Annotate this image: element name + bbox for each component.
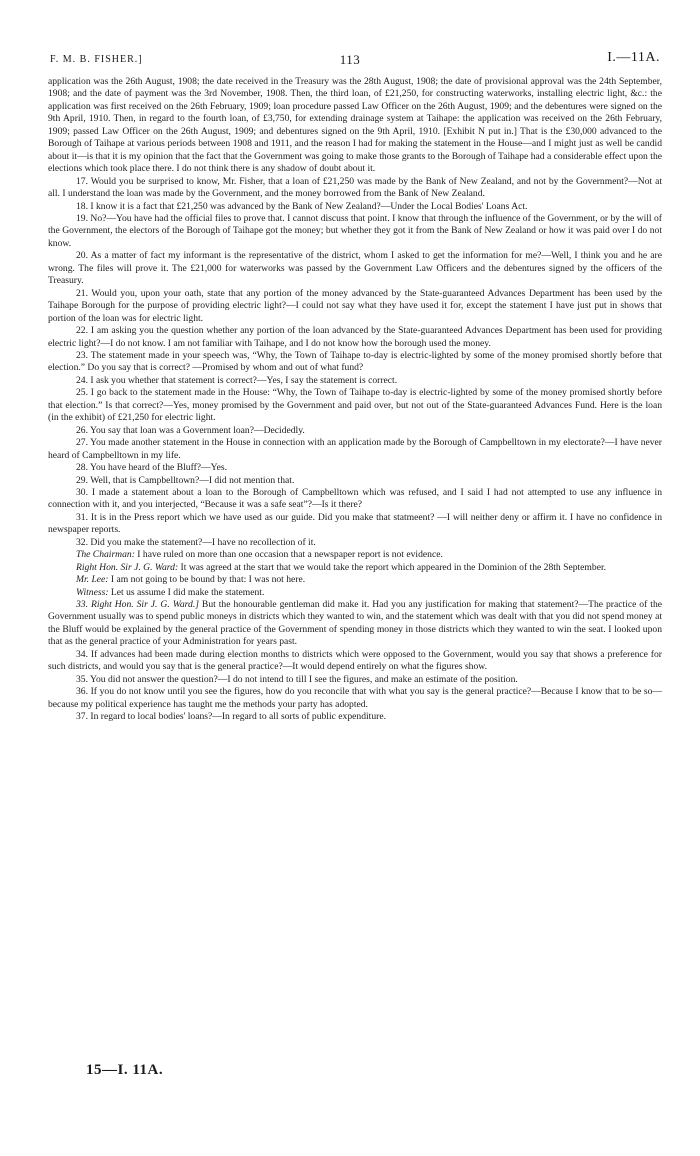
paragraph: 25. I go back to the statement made in the House: “Why, the Town of Taihape to-day is electric-lighted by some of the money promised shortly before that election.” Is that correct?—Yes, money promised by the Government and paid over, but not out of the State-guaranteed Advances Fund. Here is the loan (in the exhibit) of £21,250 for electric light. [48, 387, 662, 424]
paragraph: Mr. Lee: I am not going to be bound by that: I was not here. [76, 574, 306, 586]
paragraph: 29. Well, that is Campbelltown?—I did not mention that. [76, 474, 295, 486]
paragraph: 31. It is in the Press report which we have used as our guide. Did you make that statmeent? —I will neither deny or affirm it. I have no confidence in newspaper reports. [48, 511, 662, 536]
document-body [48, 76, 662, 724]
paragraph: 19. No?—You have had the official files to prove that. I cannot discuss that point. I know that through the influence of the Government, or by the will of the Government, the electors of the Borough of Taihape got the money; but whether they got it from the Bank of New Zealand or how it was paid over I do not know. [48, 212, 662, 249]
paragraph: 23. The statement made in your speech was, “Why, the Town of Taihape to-day is electric-lighted by some of the money promised shortly before that election.” Do you say that is correct? —Promised by whom and out of what fund? [48, 349, 662, 374]
paragraph: 37. In regard to local bodies' loans?—In regard to all sorts of public expenditure. [76, 711, 386, 723]
paragraph: 20. As a matter of fact my informant is the representative of the district, whom I asked to get the information for me?—Well, I think you and he are wrong. The files will prove it. The £21,000 for waterworks was passed by the Government Law Officers and the debentures signed by the officers of the Treasury. [48, 250, 662, 287]
paragraph: 34. If advances had been made during election months to districts which were opposed to the Government, would you say that shows a preference for such districts, and would you say that is the general practice?—It would depend entirely on what the figures show. [48, 648, 662, 673]
paragraph: 36. If you do not know until you see the figures, how do you reconcile that with what you say is the general practice?—Because I know that to be so—because my political experience has taught me the methods your party has adopted. [48, 686, 662, 710]
speaker-label: Mr. Lee: [76, 574, 109, 586]
footer-signature: 15—I. 11A. [86, 1062, 164, 1078]
paragraph: 28. You have heard of the Bluff?—Yes. [76, 462, 228, 474]
paragraph: 17. Would you be surprised to know, Mr. Fisher, that a loan of £21,250 was made by the Bank of New Zealand, and not by the Government?—Not at all. I understand the loan was made by the Government, and the money borrowed from the Bank of New Zealand. [48, 175, 662, 200]
paragraph: 21. Would you, upon your oath, state that any portion of the money advanced by the State-guaranteed Advances Department has been used by the Taihape Borough for the purpose of providing electric light?—I could not say what they have used it for, except the statement I have just put in shows that portion of the loan was for electric light. [48, 287, 662, 324]
paragraph: 32. Did you make the statement?—I have no recollection of it. [76, 536, 316, 548]
paragraph: 35. You did not answer the question?—I do not intend to till I see the figures, and make an estimate of the position. [76, 673, 518, 685]
speaker-label: 33. Right Hon. Sir J. G. Ward.] [76, 599, 199, 611]
paragraph: The Chairman: I have ruled on more than one occasion that a newspaper report is not evidence. [76, 549, 443, 561]
speaker-label: Right Hon. Sir J. G. Ward: [76, 561, 179, 573]
header-paper-reference: I.—11A. [607, 50, 660, 65]
paragraph: 18. I know it is a fact that £21,250 was advanced by the Bank of New Zealand?—Under the Local Bodies' Loans Act. [76, 200, 528, 212]
paragraph: 24. I ask you whether that statement is correct?—Yes, I say the statement is correct. [76, 374, 398, 386]
header-page-number: 113 [339, 52, 361, 67]
paragraph: 26. You say that loan was a Government loan?—Decidedly. [76, 424, 305, 436]
paragraph: 30. I made a statement about a loan to the Borough of Campbelltown which was refused, and I said I had not attempted to use any influence in connection with it, and you interjected, “Because it was a safe seat”?—Is it there? [48, 486, 662, 511]
speaker-label: The Chairman: [76, 549, 135, 561]
paragraph: 22. I am asking you the question whether any portion of the loan advanced by the State-guaranteed Advances Department has been used for providing electric light?—I do not know. I am not familiar with Taihape, and I do not know how the borough used the money. [48, 325, 662, 349]
header-witness-name: F. M. B. FISHER.] [50, 54, 143, 65]
paragraph: Right Hon. Sir J. G. Ward: It was agreed at the start that we would take the report which appeared in the Dominion of the 28th September. [76, 561, 607, 573]
paragraph: 27. You made another statement in the House in connection with an application made by the Borough of Campbelltown in my electorate?—I have never heard of Campbelltown in my life. [48, 437, 662, 461]
paragraph: application was the 26th August, 1908; the date received in the Treasury was the 28th August, 1908; the date of provisional approval was the 24th September, 1908; and the date of payment was the 3rd November, 1908. Then, the third loan, of £21,250, for constructing waterworks, installing electric light, &c.: the application was first received on the 26th February, 1909; loan procedure passed Law Officer on the 26th August, 1909; and the debentures were signed on the 9th April, 1910. Then, in regard to the fourth loan, of £3,750, for extending drainage system at Taihape: the application was received on the 26th February, 1909; passed Law Officer on the 26th August, 1909; and debentures signed on the 9th April, 1910. [Exhibit N put in.] That is the £30,000 advanced to the Borough of Taihape at various periods between 1908 and 1911, and the reason I had for making the statement in the House—and I might just as well be candid about it—is that it is my opinion that the fact that the Government was going to make those grants to the Borough of Taihape had a considerable effect upon the elections which took place there. I do not think there is any shadow of doubt about it. [48, 76, 662, 175]
speaker-label: Witness: [76, 586, 109, 598]
paragraph: 33. Right Hon. Sir J. G. Ward.] But the honourable gentleman did make it. Had you any justification for making that statement?—The practice of the Government usually was to spend public moneys in districts which they wanted to win, and the statement which was dealt with that you did not spend money at the Bluff would be explained by the general practice of the Government of spending money in those districts which they wanted to win the seat. I looked upon that as the general practice of your Administration for years past. [48, 599, 662, 648]
paragraph: Witness: Let us assume I did make the statement. [76, 586, 265, 598]
